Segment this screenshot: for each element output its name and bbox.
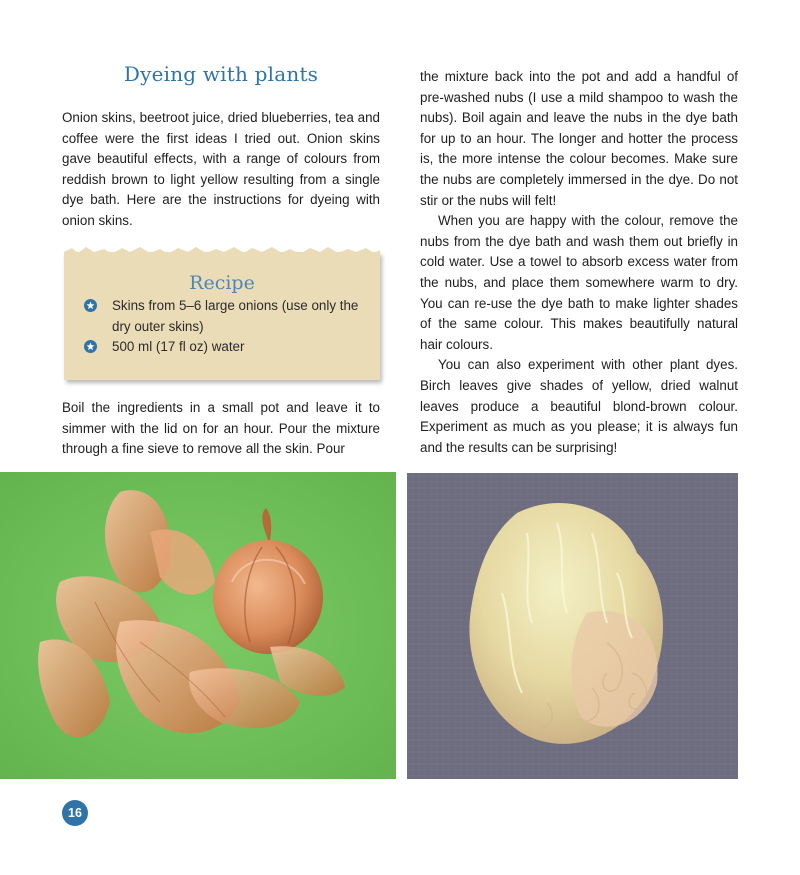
rinse-paragraph: When you are happy with the colour, remove the nubs from the dye bath and wash them out briefly in cold water. Use a towel to absorb excess water from the nubs, and place them somewhere warm to dry. You can re-use the dye bath to make lighter shades of the same colour. This makes beautifully natural hair colours. [420,213,738,352]
star-bullet-icon [84,299,97,312]
recipe-heading: Recipe [189,272,255,294]
dyed-wool-photo [407,473,738,779]
method-paragraph-continued: the mixture back into the pot and add a handful of pre-washed nubs (I use a mild shampoo to wash the nubs). Boil again and leave the nubs in the dye bath for up to an hour. The longer and hotter the process is, the more intense the colour becomes. Make sure the nubs are completely immersed in the dye. Do not stir or the nubs will felt! [420,69,738,208]
dyed-wool-illustration [407,473,738,779]
recipe-card [64,252,380,380]
left-column-continued [62,398,380,460]
recipe-item-text: 500 ml (17 fl oz) water [112,339,245,354]
torn-paper-edge [64,246,380,258]
experiment-paragraph: You can also experiment with other plant dyes. Birch leaves give shades of yellow, dried walnut leaves produce a beautiful blond-brown colour. Experiment as much as you please; it is always fun and the results can be surprising! [420,357,738,455]
recipe-item-text: Skins from 5–6 large onions (use only the dry outer skins) [112,298,359,334]
page-title: Dyeing with plants [123,62,319,86]
onion-skins-photo [0,472,396,779]
recipe-item [84,296,364,337]
page-number-badge: 16 [62,800,88,826]
onion-skins-illustration [0,472,396,779]
recipe-list [84,296,364,358]
right-column [420,67,738,458]
method-paragraph: Boil the ingredients in a small pot and leave it to simmer with the lid on for an hour. Pour the mixture through a fine sieve to remove all the skin. Pour [62,400,380,457]
intro-paragraph: Onion skins, beetroot juice, dried blueberries, tea and coffee were the first ideas I tried out. Onion skins gave beautiful effects, with a range of colours from reddish brown to light yellow resulting from a single dye bath. Here are the instructions for dyeing with onion skins. [62,110,380,228]
left-column [62,108,380,232]
recipe-item [84,337,364,358]
star-bullet-icon [84,340,97,353]
